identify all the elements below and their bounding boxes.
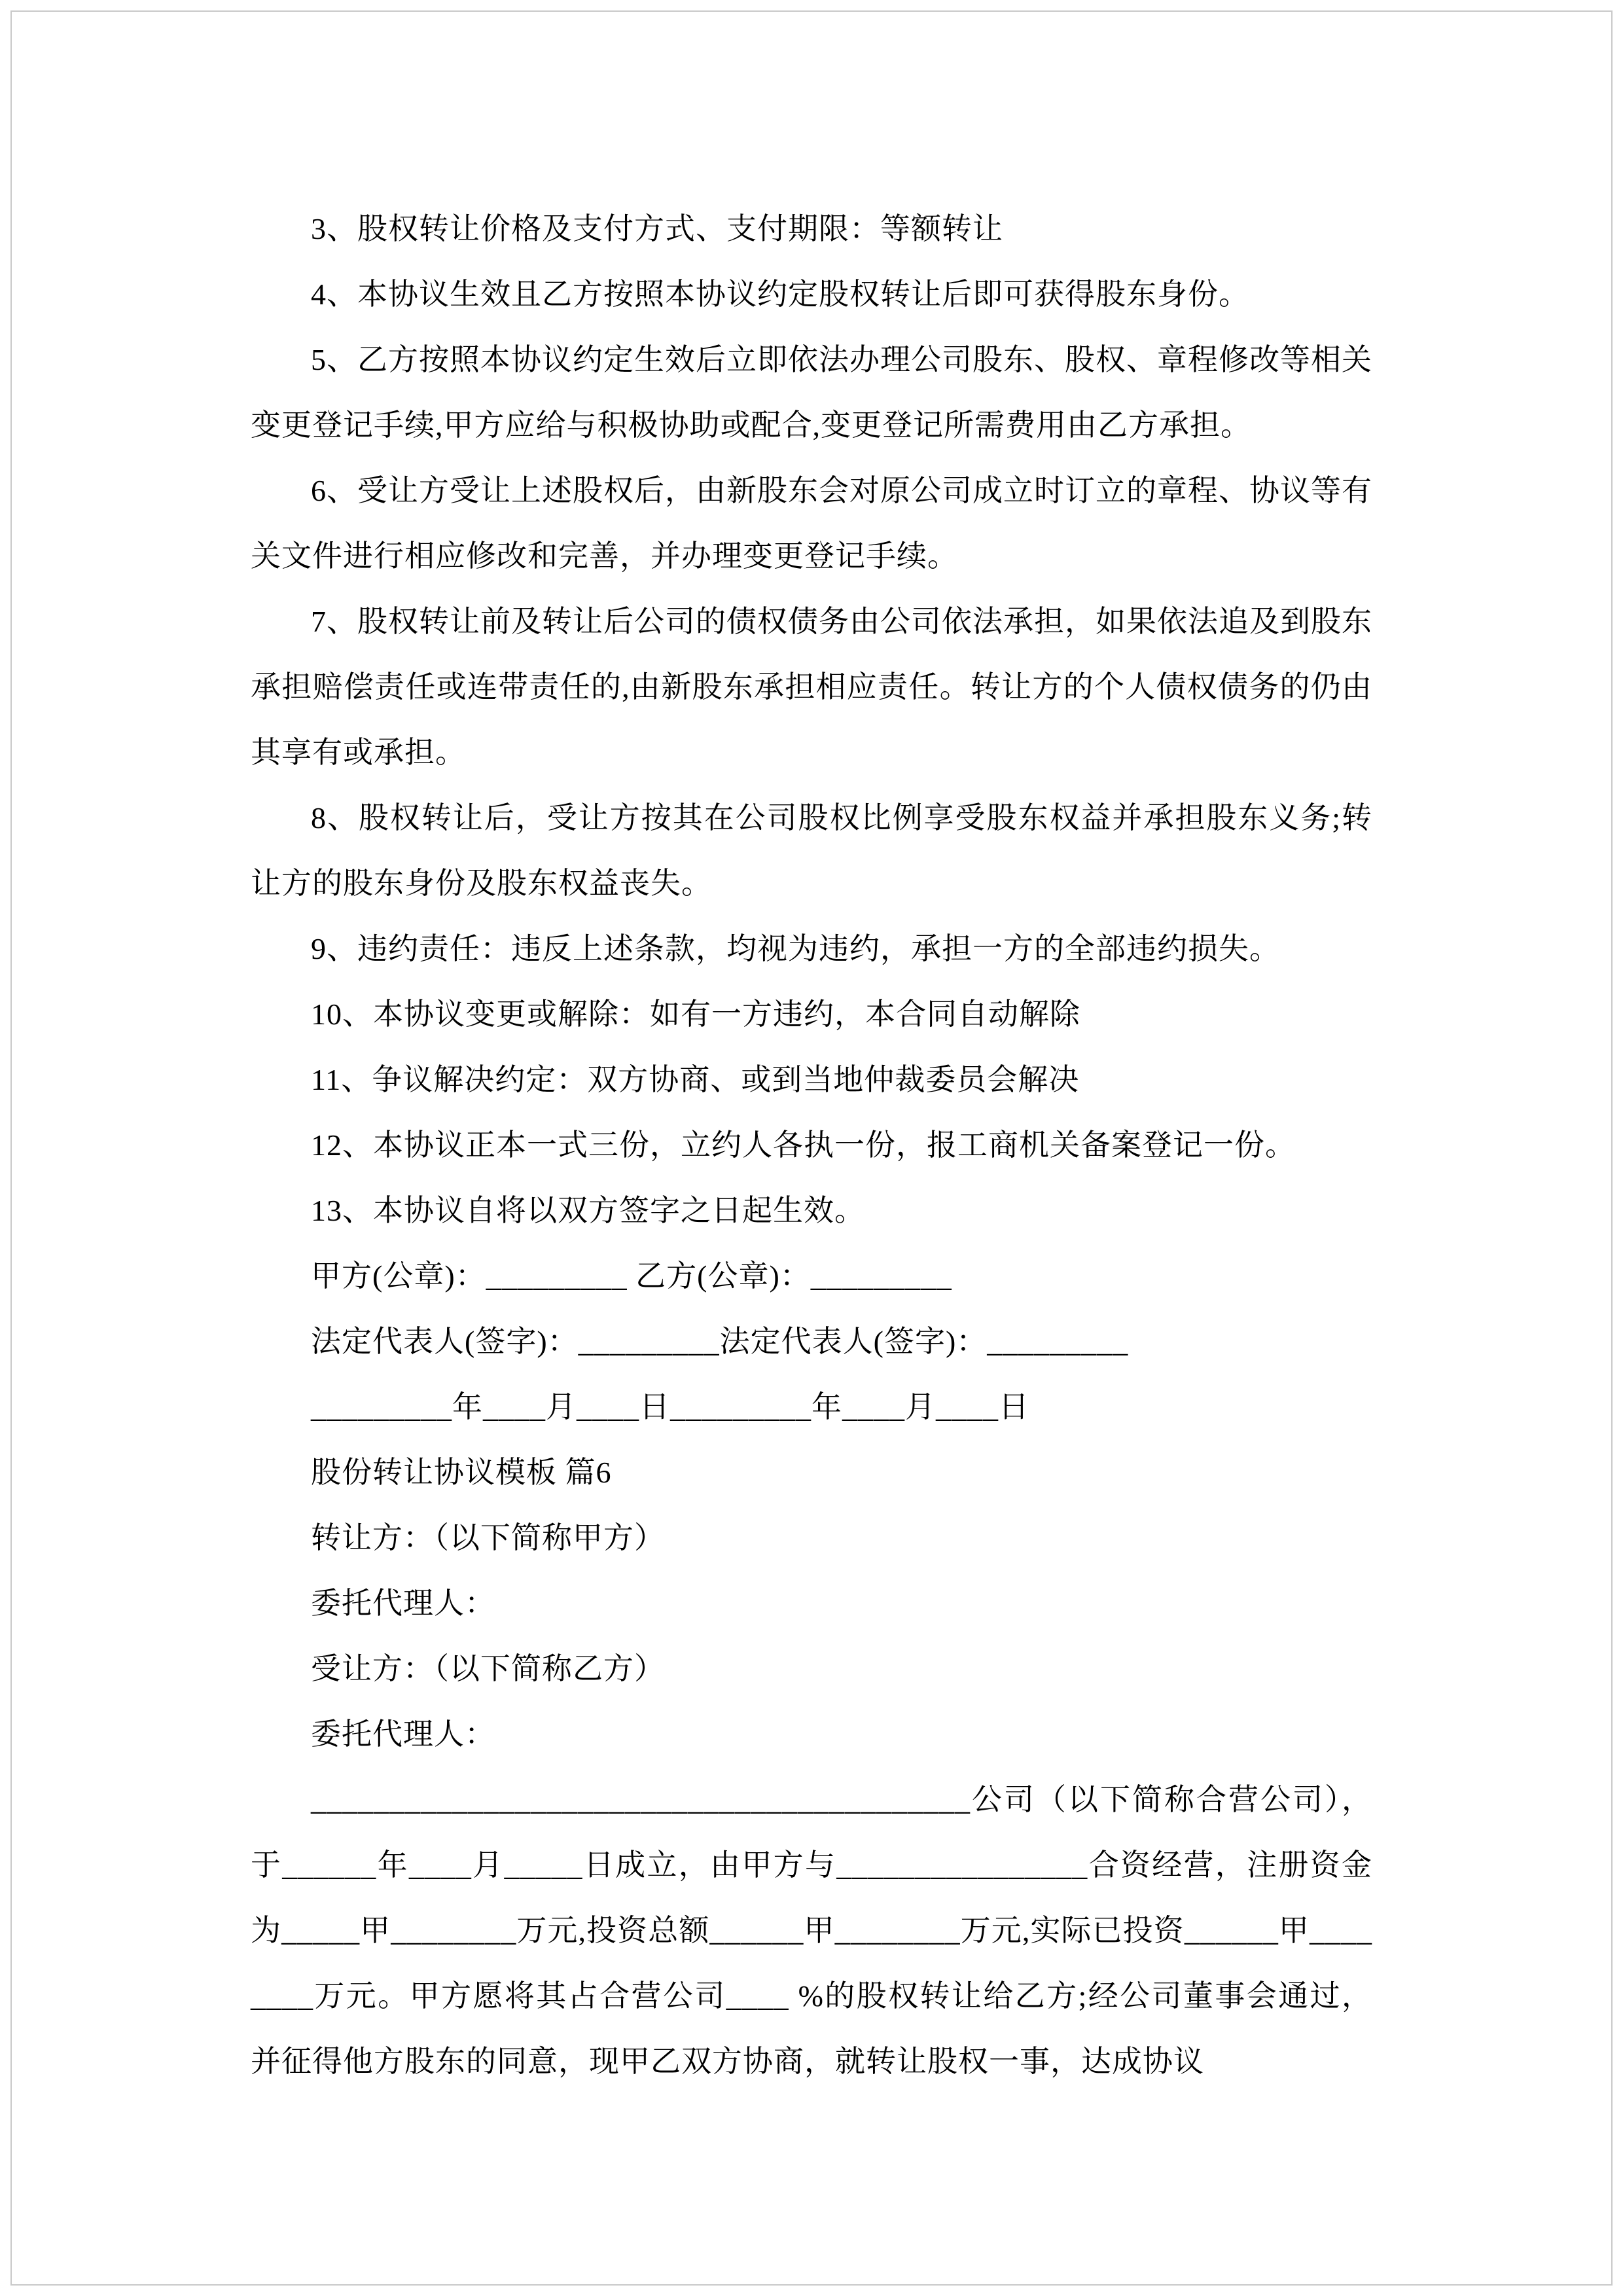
paragraph: 11、争议解决约定：双方协商、或到当地仲裁委员会解决	[311, 1063, 1080, 1096]
paragraph: 7、股权转让前及转让后公司的债权债务由公司依法承担，如果依法追及到股东承担赔偿责任或连带责任的,由新股东承担相应责任。转让方的个人债权债务的仍由其享有或承担。	[251, 605, 1372, 769]
paragraph: 法定代表人(签字)：_________法定代表人(签字)：_________	[311, 1325, 1129, 1358]
document-body	[251, 196, 1372, 2094]
paragraph: 股份转让协议模板 篇6	[311, 1456, 612, 1489]
paragraph: __________________________________________公司（以下简称合营公司），于______年____月_____日成立，由甲方与________________合资经营，注册资金为_____甲________万元,投资总额______甲________万元,实际已投资______甲________万元。甲方愿将其占合营公司____ %的股权转让给乙方;经公司董事会通过，并征得他方股东的同意，现甲乙双方协商，就转让股权一事，达成协议	[251, 1783, 1372, 2078]
paragraph: 8、股权转让后，受让方按其在公司股权比例享受股东权益并承担股东义务;转让方的股东身份及股东权益丧失。	[251, 801, 1372, 900]
paragraph: 甲方(公章)：_________ 乙方(公章)：_________	[311, 1259, 952, 1293]
paragraph: 3、股权转让价格及支付方式、支付期限：等额转让	[311, 212, 1003, 245]
paragraph: 6、受让方受让上述股权后，由新股东会对原公司成立时订立的章程、协议等有关文件进行相应修改和完善，并办理变更登记手续。	[251, 474, 1372, 573]
paragraph: 5、乙方按照本协议约定生效后立即依法办理公司股东、股权、章程修改等相关变更登记手续,甲方应给与积极协助或配合,变更登记所需费用由乙方承担。	[251, 343, 1372, 442]
paragraph: 4、本协议生效且乙方按照本协议约定股权转让后即可获得股东身份。	[311, 278, 1249, 311]
paragraph: 12、本协议正本一式三份，立约人各执一份，报工商机关备案登记一份。	[311, 1128, 1296, 1162]
paragraph: 9、违约责任：违反上述条款，均视为违约，承担一方的全部违约损失。	[311, 932, 1280, 965]
paragraph: 10、本协议变更或解除：如有一方违约，本合同自动解除	[311, 997, 1080, 1031]
paragraph: 委托代理人：	[311, 1587, 495, 1620]
paragraph: 委托代理人：	[311, 1717, 495, 1751]
paragraph: 转让方：（以下简称甲方）	[311, 1521, 665, 1554]
paragraph: _________年____月____日_________年____月____日	[311, 1390, 1029, 1424]
paragraph: 13、本协议自将以双方签字之日起生效。	[311, 1194, 865, 1227]
paragraph: 受让方：（以下简称乙方）	[311, 1652, 665, 1685]
